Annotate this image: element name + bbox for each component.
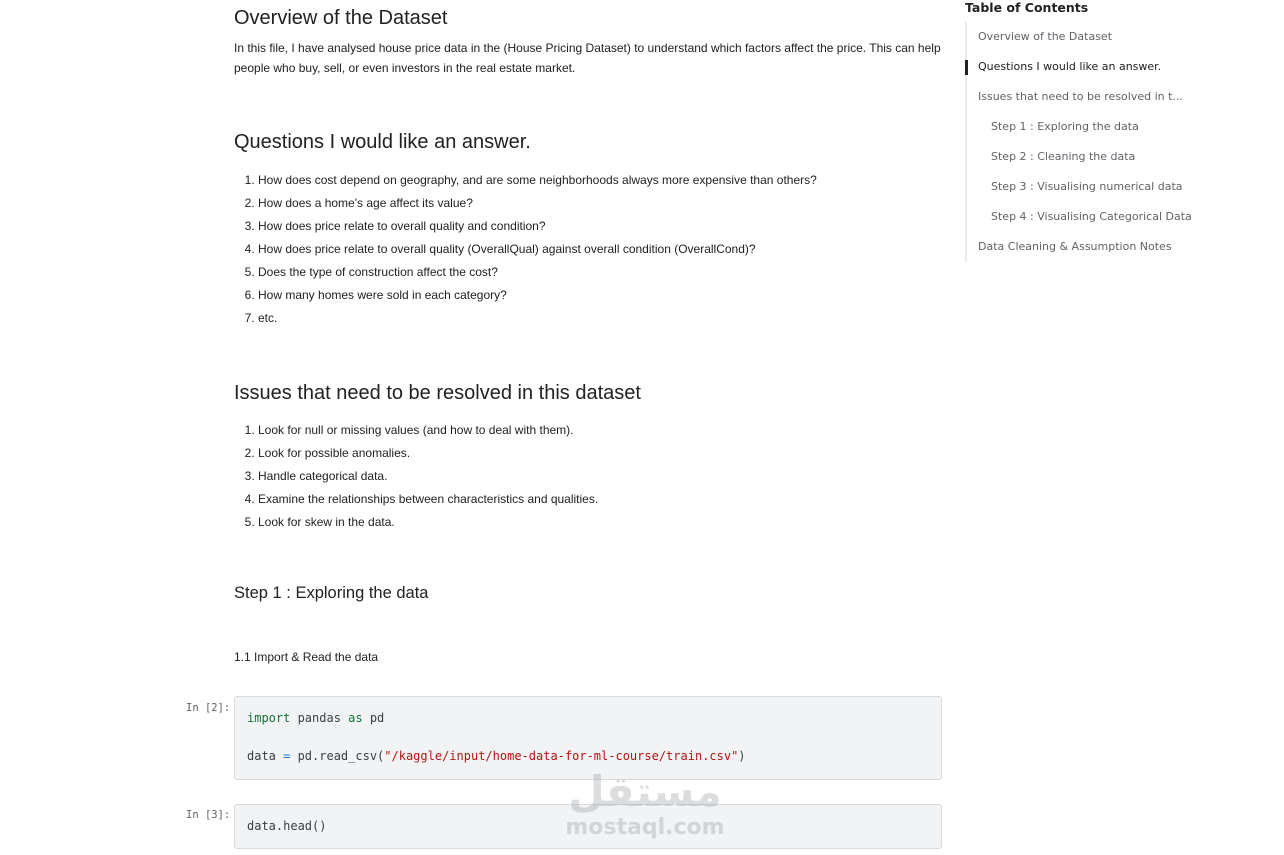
cell-prompt: In [3]: (186, 809, 231, 821)
list-item: 1. How does cost depend on geography, and are some neighborhoods always more expensive than others? (258, 172, 817, 195)
list-item: 2. How does a home's age affect its value? (258, 195, 817, 218)
issues-list (234, 422, 598, 537)
code-line (247, 747, 929, 766)
code-cell-head[interactable] (234, 804, 942, 849)
toc-list (965, 22, 1267, 262)
toc-item-step1[interactable]: Step 1 : Exploring the data (991, 120, 1139, 133)
code-string: "/kaggle/input/home-data-for-ml-course/train.csv" (384, 749, 739, 763)
table-of-contents (965, 0, 1265, 253)
overview-paragraph-line2: people who buy, sell, or even investors in the real estate market. (234, 61, 576, 75)
questions-list (234, 172, 817, 333)
code-text: pd.read_csv( (290, 749, 385, 763)
watermark-latin-text: mostaql.com (565, 815, 725, 840)
code-keyword: as (348, 711, 363, 725)
heading-overview: Overview of the Dataset (234, 7, 448, 29)
list-item: 4. Examine the relationships between characteristics and qualities. (258, 491, 598, 514)
list-item: 4. How does price relate to overall quality (OverallQual) against overall condition (OverallCond)? (258, 241, 817, 264)
list-item: 3. Handle categorical data. (258, 468, 598, 491)
list-item: 6. How many homes were sold in each category? (258, 287, 817, 310)
code-blank-line (247, 728, 929, 747)
overview-paragraph (234, 38, 944, 78)
code-line (247, 709, 929, 728)
list-item: 5. Look for skew in the data. (258, 514, 598, 537)
code-operator: = (283, 749, 291, 763)
toc-item-issues[interactable]: Issues that need to be resolved in t... (978, 90, 1183, 103)
heading-step1-1: 1.1 Import & Read the data (234, 650, 379, 664)
code-cell-import[interactable] (234, 696, 942, 780)
heading-step1: Step 1 : Exploring the data (234, 584, 429, 602)
toc-item-step2[interactable]: Step 2 : Cleaning the data (991, 150, 1136, 163)
cell-prompt: In [2]: (186, 702, 231, 714)
toc-item-data-cleaning-notes[interactable]: Data Cleaning & Assumption Notes (978, 240, 1172, 253)
list-item: 3. How does price relate to overall quality and condition? (258, 218, 817, 241)
code-text: data (247, 749, 284, 763)
overview-paragraph-line1: In this file, I have analysed house price data in the (House Pricing Dataset) to understand which factors affect the price. This can help (234, 41, 941, 55)
list-item: 5. Does the type of construction affect the cost? (258, 264, 817, 287)
code-line: data.head() (247, 819, 327, 833)
code-text: pandas (290, 711, 349, 725)
list-item: 7. etc. (258, 310, 817, 333)
toc-item-overview[interactable]: Overview of the Dataset (978, 30, 1113, 43)
toc-item-step3[interactable]: Step 3 : Visualising numerical data (991, 180, 1183, 193)
list-item: 2. Look for possible anomalies. (258, 445, 598, 468)
toc-item-step4[interactable]: Step 4 : Visualising Categorical Data (991, 210, 1192, 223)
heading-questions: Questions I would like an answer. (234, 131, 531, 153)
code-text: pd (362, 711, 385, 725)
heading-issues: Issues that need to be resolved in this dataset (234, 382, 641, 404)
list-item: 1. Look for null or missing values (and how to deal with them). (258, 422, 598, 445)
toc-title: Table of Contents (965, 0, 1089, 15)
watermark-arabic-text: مستقل (568, 767, 722, 816)
code-keyword: import (247, 711, 291, 725)
code-text: ) (738, 749, 746, 763)
toc-active-indicator (965, 60, 968, 75)
toc-item-questions[interactable]: Questions I would like an answer. (978, 60, 1162, 73)
